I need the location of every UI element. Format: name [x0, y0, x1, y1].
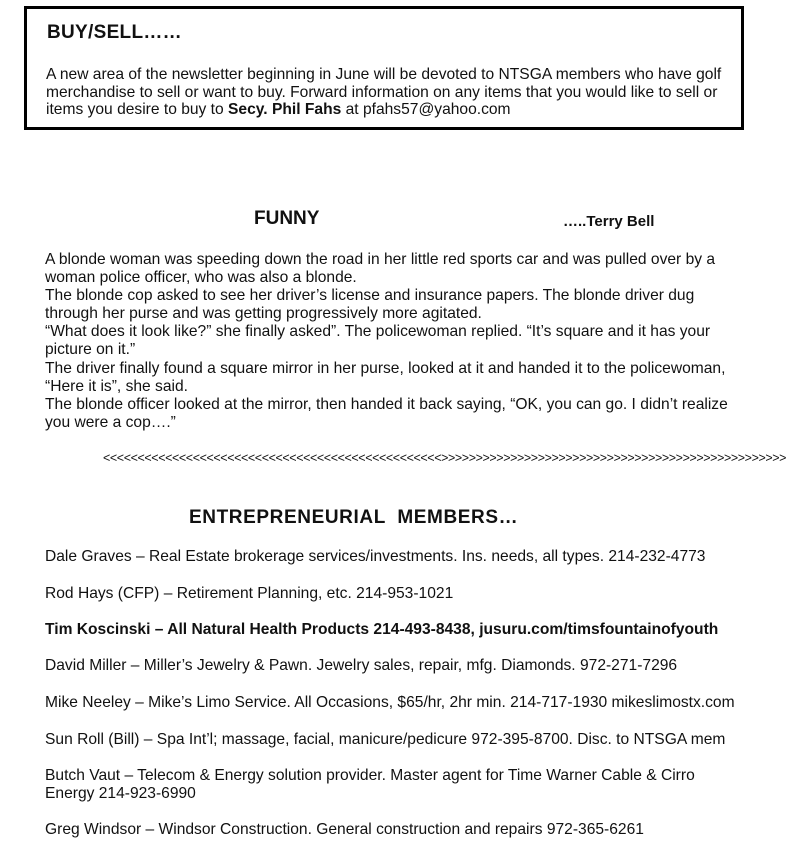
- story-line: picture on it.”: [45, 341, 136, 359]
- buy-sell-line: A new area of the newsletter beginning in June will be devoted to NTSGA members who have golf: [46, 66, 722, 83]
- buy-sell-text: [46, 66, 736, 119]
- story-line: “What does it look like?” she finally asked”. The policewoman replied. “It’s square and it has your: [45, 323, 711, 341]
- buy-sell-title: BUY/SELL……: [47, 22, 182, 43]
- contact-name: Secy. Phil Fahs: [228, 101, 342, 119]
- funny-title: FUNNY: [254, 208, 320, 229]
- member-line: Energy 214-923-6990: [45, 785, 196, 802]
- member-line: Tim Koscinski – All Natural Health Products 214-493-8438, jusuru.com/timsfountainofyouth: [45, 621, 719, 638]
- member-item: [45, 548, 765, 566]
- buy-sell-box: [24, 6, 744, 130]
- member-line: Sun Roll (Bill) – Spa Int’l; massage, facial, manicure/pedicure 972-395-8700. Disc. to NTSGA mem: [45, 731, 726, 748]
- member-item: [45, 657, 765, 675]
- member-item: [45, 821, 765, 839]
- member-line: Greg Windsor – Windsor Construction. General construction and repairs 972-365-6261: [45, 821, 644, 838]
- buy-sell-line: merchandise to sell or want to buy. Forward information on any items that you would like to sell or: [46, 83, 718, 101]
- member-line: Mike Neeley – Mike’s Limo Service. All Occasions, $65/hr, 2hr min. 214-717-1930 mikeslimostx.com: [45, 694, 735, 711]
- funny-story: [45, 251, 765, 432]
- contact-email: at pfahs57@yahoo.com: [341, 101, 511, 119]
- entrepreneurial-title: ENTREPRENEURIAL MEMBERS…: [189, 507, 519, 528]
- member-line: Butch Vaut – Telecom & Energy solution provider. Master agent for Time Warner Cable & Cirro: [45, 767, 695, 784]
- member-line: David Miller – Miller’s Jewelry & Pawn. Jewelry sales, repair, mfg. Diamonds. 972-271-7296: [45, 657, 678, 674]
- member-line: Dale Graves – Real Estate brokerage services/investments. Ins. needs, all types. 214-232-4773: [45, 548, 706, 565]
- story-line: The blonde officer looked at the mirror, then handed it back saying, “OK, you can go. I didn’t realize: [45, 395, 728, 413]
- story-line: The driver finally found a square mirror in her purse, looked at it and handed it to the policewoman,: [45, 359, 726, 377]
- buy-sell-line: [46, 101, 736, 119]
- member-item: [45, 694, 765, 712]
- story-line: you were a cop….”: [45, 413, 176, 431]
- story-line: woman police officer, who was also a blonde.: [45, 269, 357, 287]
- buy-sell-line-text: items you desire to buy to: [46, 101, 229, 119]
- funny-author: …..Terry Bell: [563, 213, 655, 230]
- story-line: A blonde woman was speeding down the road in her little red sports car and was pulled over by a: [45, 251, 716, 268]
- story-line: through her purse and was getting progressively more agitated.: [45, 305, 482, 323]
- member-item: [45, 767, 765, 803]
- story-line: The blonde cop asked to see her driver’s license and insurance papers. The blonde driver dug: [45, 287, 695, 305]
- member-item: [45, 585, 765, 603]
- section-divider: <<<<<<<<<<<<<<<<<<<<<<<<<<<<<<<<<<<<<<<<<<<<<<<<<>>>>>>>>>>>>>>>>>>>>>>>>>>>>>>>>>>>>>>>>>>>>>>>>>>: [103, 451, 787, 465]
- story-line: “Here it is”, she said.: [45, 377, 188, 395]
- member-line: Rod Hays (CFP) – Retirement Planning, etc. 214-953-1021: [45, 585, 454, 602]
- member-item: [45, 621, 765, 639]
- member-item: [45, 731, 765, 749]
